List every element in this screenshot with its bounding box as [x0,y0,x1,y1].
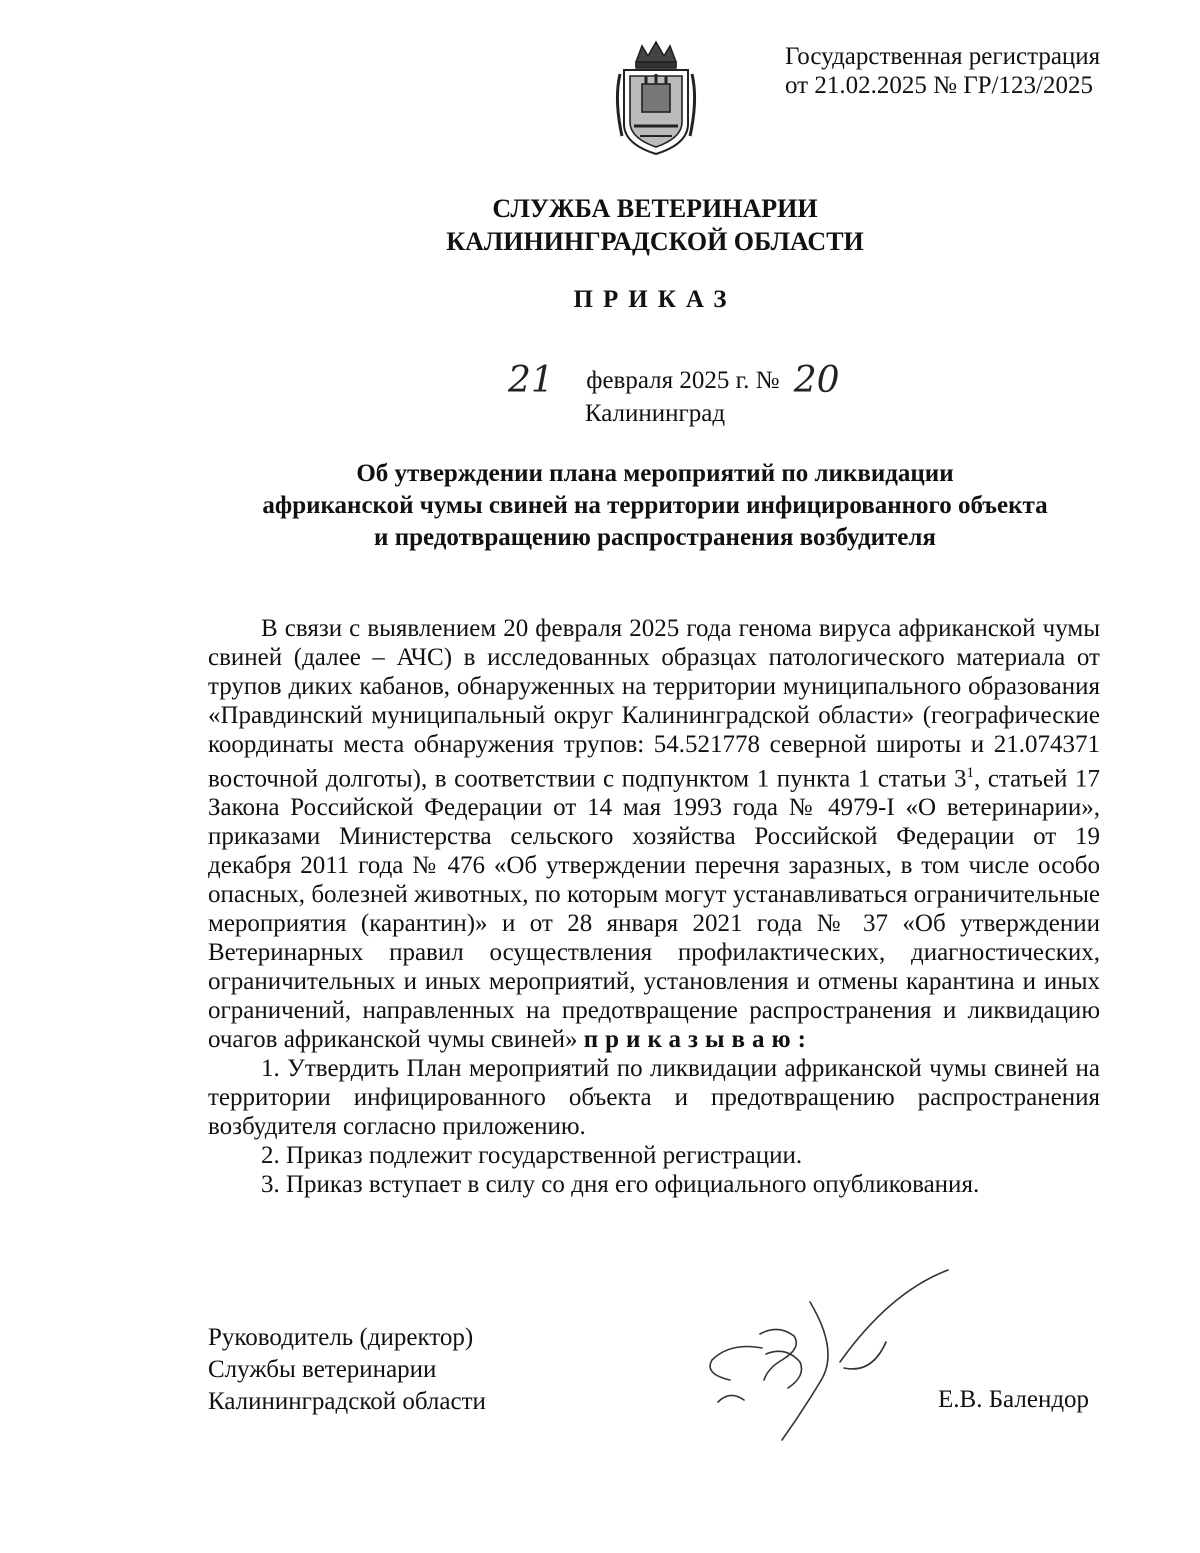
date-month-year: февраля 2025 г. № [586,367,780,394]
date-line [508,360,840,400]
coat-of-arms-icon [612,40,700,158]
date-day-handwritten: 21 [508,360,554,401]
preamble-text-1: В связи с выявлением 20 февраля 2025 года генома вируса африканской чумы свиней (далее – АЧС) в исследованных образцах патологического материала от трупов диких кабанов, обнаруженных на территории муниципального образования «Правдинский муниципальный округ Калининградской области» (географические координаты места обнаружения трупов: 54.521778 северной широты и 21.074371 восточной долготы), в соответствии с подпунктом 1 пункта 1 статьи 3 [208,615,1100,793]
order-body [208,614,1100,1199]
order-item-3: 3. Приказ вступает в силу со дня его официального опубликования. [261,1171,980,1199]
subject-line-2: африканской чумы свиней на территории инфицированного объекта [262,492,1048,519]
handwritten-signature [690,1262,970,1452]
signatory-line-2: Службы ветеринарии [208,1356,437,1383]
signatory-line-3: Калининградской области [208,1388,486,1415]
order-item-2: 2. Приказ подлежит государственной регистрации. [261,1142,803,1170]
city: Калининград [584,400,726,427]
preamble-text-2: , статьей 17 Закона Российской Федерации от 14 мая 1993 года № 4979-I «О ветеринарии», приказами Министерства сельского хозяйства Российской Федерации от 19 декабря 2011 года № 476 «Об утверждении перечня заразных, в том числе особо опасных, болезней животных, по которым могут устанавливаться ограничительные мероприятия (карантин)» и от 28 января 2021 года № 37 «Об утверждении Ветеринарных правил осуществления профилактических, диагностических, ограничительных и иных мероприятий, установления и отмены карантина и иных ограничений, направленных на предотвращение распространения и ликвидацию очагов африканской чумы свиней» [208,765,1100,1054]
subject-line-1: Об утверждении плана мероприятий по ликвидации [356,460,954,487]
registration-stamp [785,42,1100,100]
preamble-paragraph [208,614,1100,1054]
registration-line-1: Государственная регистрация [785,43,1101,70]
subject-line-3: и предотвращению распространения возбудителя [374,524,936,551]
order-word: приказываю: [583,1026,813,1054]
agency-line-2: КАЛИНИНГРАДСКОЙ ОБЛАСТИ [446,227,864,256]
preamble-superscript: 1 [966,765,974,781]
registration-line-2: от 21.02.2025 № ГР/123/2025 [785,72,1093,99]
agency-line-1: СЛУЖБА ВЕТЕРИНАРИИ [492,194,818,223]
agency-name [0,192,1200,258]
order-item-1: 1. Утвердить План мероприятий по ликвидации африканской чумы свиней на территории инфицированного объекта и предотвращению распространения возбудителя согласно приложению. [208,1055,1100,1141]
signatory-line-1: Руководитель (директор) [208,1324,474,1351]
order-number-handwritten: 20 [793,360,840,401]
document-type: ПРИКАЗ [573,286,737,313]
signatory-name: Е.В. Балендор [938,1386,1090,1413]
signatory-title [208,1322,486,1418]
order-subject [0,458,1200,554]
